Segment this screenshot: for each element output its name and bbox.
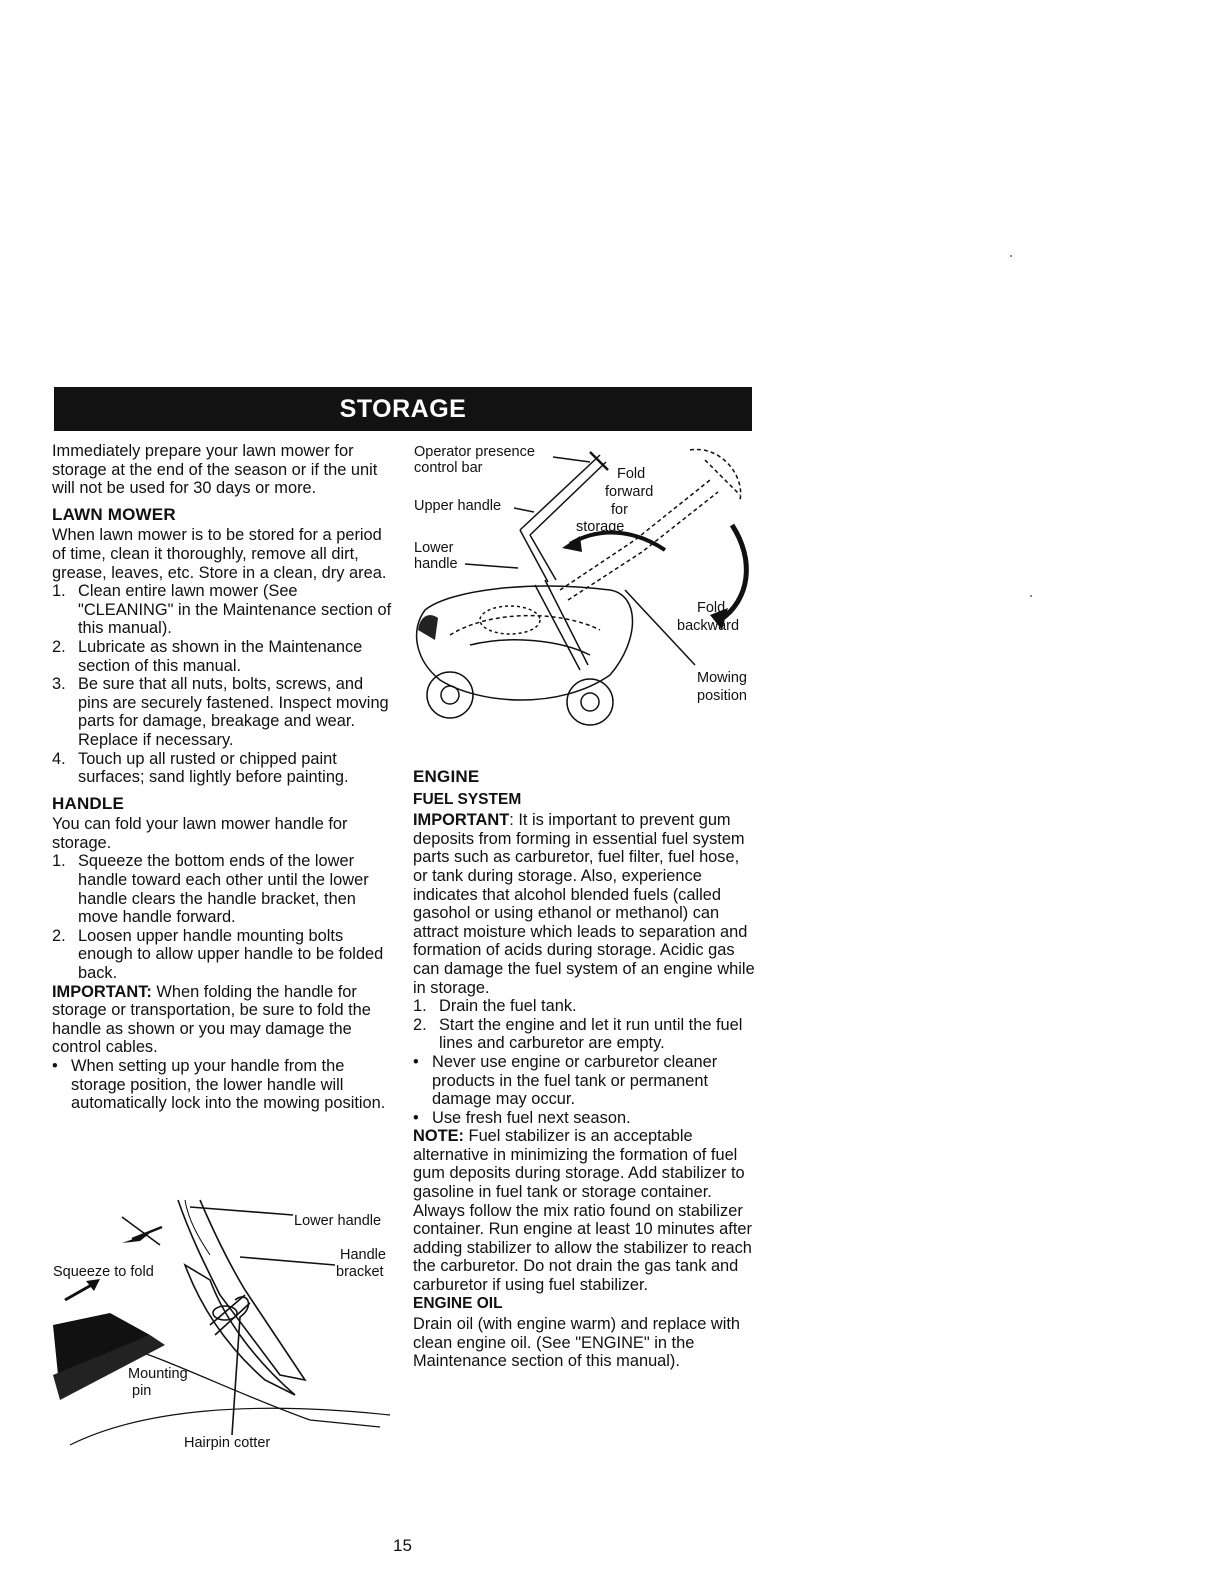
step-number: 1.: [413, 997, 427, 1016]
label-squeeze-to-fold: Squeeze to fold: [53, 1264, 154, 1280]
label-lower-2: handle: [414, 556, 458, 572]
label-mowing-2: position: [697, 688, 747, 704]
engine-heading: ENGINE: [413, 767, 480, 786]
fold-forward-arrow-icon: [570, 533, 665, 550]
fuel-note: [413, 1127, 755, 1294]
label-lower-handle: Lower handle: [294, 1213, 382, 1229]
label-lower-1: Lower: [414, 540, 454, 556]
step-number: 3.: [52, 675, 66, 694]
lawn-mower-text: When lawn mower is to be stored for a period of time, clean it thoroughly, remove all dirt, grease, leaves, etc. Store in a clean, dry area.: [52, 526, 387, 582]
list-item: [52, 675, 394, 749]
list-item: [413, 1053, 755, 1109]
label-mounting-1: Mounting: [128, 1366, 188, 1382]
intro-paragraph: Immediately prepare your lawn mower for storage at the end of the season or if the unit will not be used for 30 days or more.: [52, 442, 378, 498]
list-item: [52, 582, 394, 638]
label-operator-2: control bar: [414, 460, 483, 476]
handle-heading: HANDLE: [52, 793, 125, 813]
handle-steps: [52, 852, 394, 982]
step-number: 1.: [52, 582, 66, 601]
label-fold-forward-4: storage: [576, 519, 625, 535]
mower-deck: [417, 586, 633, 700]
list-item: [413, 1109, 755, 1128]
step-text: Squeeze the bottom ends of the lower handle toward each other until the lower handle clears the handle bracket, then move handle forward.: [78, 852, 369, 927]
label-hairpin-cotter: Hairpin cotter: [184, 1435, 271, 1451]
step-text: Touch up all rusted or chipped paint surfaces; sand lightly before painting.: [78, 749, 349, 787]
step-text: Drain the fuel tank.: [439, 997, 577, 1016]
important-label: IMPORTANT: [413, 811, 510, 830]
scan-speck: [1010, 255, 1012, 257]
scan-speck: [1030, 595, 1032, 597]
label-handle-bracket-2: bracket: [336, 1264, 384, 1280]
step-number: 2.: [413, 1015, 427, 1034]
label-handle-bracket-1: Handle: [340, 1247, 386, 1263]
handle-bracket-plate: [185, 1265, 295, 1395]
important-label: IMPORTANT:: [52, 982, 152, 1001]
bullet-mark: •: [413, 1052, 419, 1071]
label-upper-handle: Upper handle: [414, 498, 502, 514]
step-number: 2.: [52, 926, 66, 945]
note-label: NOTE:: [413, 1127, 464, 1146]
step-text: Be sure that all nuts, bolts, screws, and pins are securely fastened. Inspect moving parts for damage, breakage and wear. Replace if necessary.: [78, 675, 389, 749]
right-column: [413, 768, 755, 1371]
list-item: [52, 638, 394, 675]
important-text: When folding the handle for storage or transportation, be sure to fold the handle as shown or you may damage the control cables.: [52, 982, 371, 1057]
label-fold-forward-3: for: [611, 502, 628, 518]
bullet-text: When setting up your handle from the storage position, the lower handle will automatically lock into the mowing position.: [71, 1057, 386, 1113]
page-number: 15: [393, 1536, 412, 1555]
step-text: Start the engine and let it run until the fuel lines and carburetor are empty.: [439, 1015, 743, 1053]
important-text: : It is important to prevent gum deposits from forming in essential fuel system parts such as carburetor, fuel filter, fuel hose, or tank during storage. Also, experience indicates that alcohol blended fuels (called gasohol or using ethanol or methanol) can attract moisture which leads to separation and formation of acids during storage. Acidic gas can damage the fuel system of an engine while in storage.: [413, 811, 755, 997]
list-item: [52, 852, 394, 926]
fuel-important: [413, 811, 755, 997]
fuel-steps: [413, 997, 755, 1053]
list-item: [52, 1057, 394, 1113]
step-text: Clean entire lawn mower (See "CLEANING" in the Maintenance section of this manual).: [78, 582, 392, 638]
lawn-mower-heading: LAWN MOWER: [52, 504, 176, 524]
label-fold-backward-1: Fold: [697, 600, 726, 616]
note-text: Fuel stabilizer is an acceptable alternative in minimizing the formation of fuel gum deposits during storage. Add stabilizer to gasoline in fuel tank or storage container. Always follow the mix ratio found on stabilizer container. Run engine at least 10 minutes after adding stabilizer to allow the stabilizer to reach the carburetor. Do not drain the gas tank and carburetor if using fuel stabilizer.: [413, 1127, 752, 1295]
label-fold-backward-2: backward: [677, 618, 740, 634]
bullet-text: Never use engine or carburetor cleaner products in the fuel tank or permanent damage may occur.: [432, 1052, 718, 1109]
label-fold-forward-2: forward: [605, 484, 654, 500]
lower-handle-tube: [178, 1200, 305, 1380]
left-column: [52, 442, 394, 1113]
step-text: Loosen upper handle mounting bolts enough to allow upper handle to be folded back.: [78, 926, 384, 983]
bullet-text: Use fresh fuel next season.: [432, 1108, 631, 1127]
lower-handle: [535, 580, 588, 670]
list-item: [413, 997, 755, 1016]
step-number: 1.: [52, 852, 66, 871]
handle-text: You can fold your lawn mower handle for storage.: [52, 815, 348, 852]
step-number: 4.: [52, 749, 66, 768]
engine-oil-heading: ENGINE OIL: [413, 1294, 503, 1312]
label-mowing-1: Mowing: [697, 670, 747, 686]
label-mounting-2: pin: [132, 1383, 152, 1399]
list-item: [52, 750, 394, 787]
step-number: 2.: [52, 637, 66, 656]
engine-oil-text: Drain oil (with engine warm) and replace with clean engine oil. (See "ENGINE" in the Maintenance section of this manual).: [413, 1315, 741, 1371]
bullet-mark: •: [413, 1108, 419, 1127]
fuel-system-heading: FUEL SYSTEM: [413, 790, 522, 808]
handle-bullets: [52, 1057, 394, 1113]
lawn-mower-steps: [52, 582, 394, 787]
handle-important: [52, 983, 394, 1057]
front-wheel: [427, 672, 473, 718]
section-banner: [54, 387, 752, 431]
label-fold-forward-1: Fold: [617, 466, 646, 482]
fuel-bullets: [413, 1053, 755, 1127]
list-item: [52, 927, 394, 983]
bullet-mark: •: [52, 1057, 58, 1075]
step-text: Lubricate as shown in the Maintenance section of this manual.: [78, 637, 363, 675]
label-operator-1: Operator presence: [414, 444, 535, 460]
section-title: STORAGE: [339, 395, 467, 423]
handle-bracket-figure: [50, 1195, 400, 1470]
list-item: [413, 1016, 755, 1053]
